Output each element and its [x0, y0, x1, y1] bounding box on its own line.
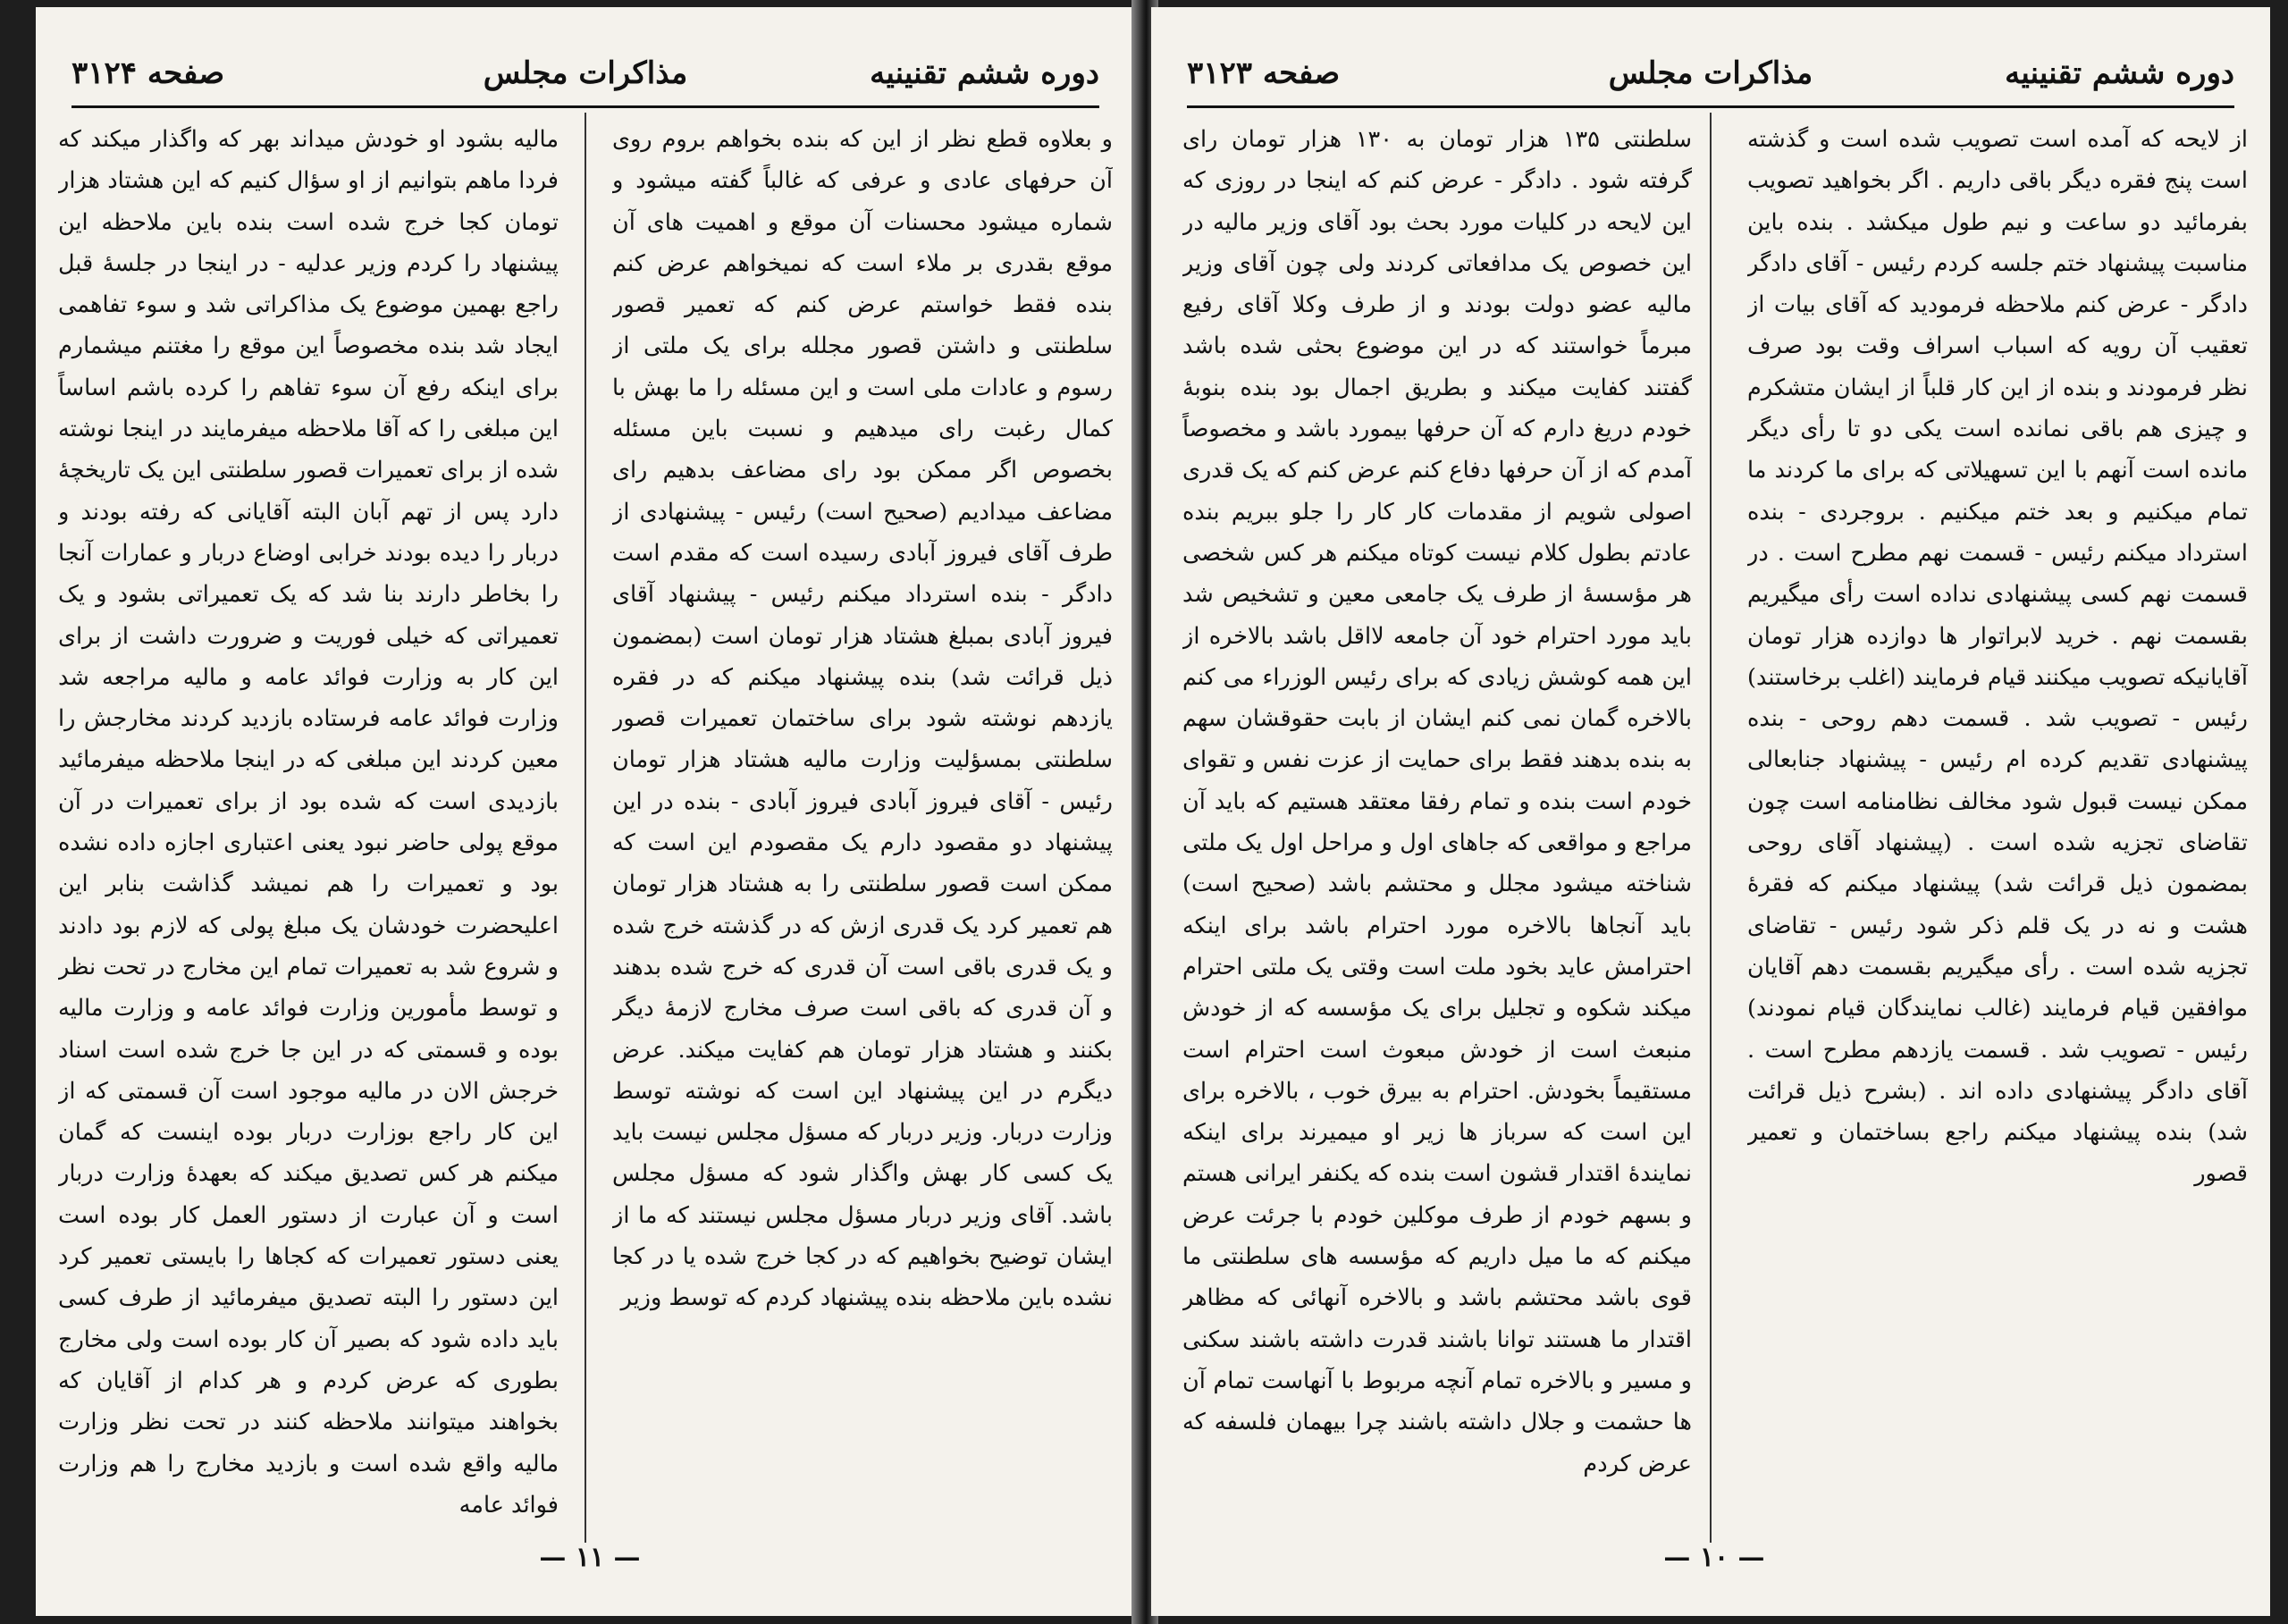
column-text: سلطنتی ۱۳۵ هزار تومان به ۱۳۰ هزار تومان رای گرفته شود . دادگر - عرض کنم که اینجا در روزی که این لایحه در کلیات مورد بحث بود آقای وزیر مالیه در این خصوص یک مدافعاتی کردند ولی چون آقای وزیر مالیه عضو دولت بودند و از طرف وکلا آقای رفیع مبرماً خواستند که در این موضوع بحثی شده باشد گفتند کفایت میکند و بطریق اجمال بود بنده بنوبهٔ خودم دریغ دارم که آن حرفها بیمورد باشد و مخصوصاً آمدم که از آن حرفها دفاع کنم عرض کنم که یک قدری اصولی شویم از مقدمات کار کار را جلو ببریم بنده عادتم بطول کلام نیست کوتاه میکنم هر کس شخصی هر مؤسسهٔ از طرف یک جامعی معین و تشخیص شد باید مورد احترام خود آن جامعه لااقل باشد بالاخره از این همه کوشش زیادی که برای رئیس الوزراء می کنم بالاخره گمان نمی کنم ایشان از بابت حقوقشان سهم به بنده بدهند فقط برای حمایت از عزت نفس و تقوای خودم است بنده و تمام رفقا معتقد هستیم که باید آن مراجع و مواقعی که جاهای اول و مراحل اول یک ملتی شناخته میشود مجلل و محتشم باشد (صحیح است) باید آنجاها بالاخره مورد احترام باشد برای اینکه احترامش عاید بخود ملت است وقتی یک ملتی احترام میکند شکوه و تجلیل برای یک مؤسسه که از خودش منبعث است از خودش مبعوث است احترام است مستقیماً بخودش. احترام به بیرق خوب ، بالاخره برای این است که سرباز ها زیر او میمیرند برای اینکه نمایندهٔ اقتدار قشون است بنده که یکنفر ایرانی هستم و بسهم خودم از طرف موکلین خودم با جرئت عرض میکنم که ما میل داریم که مؤسسه های سلطنتی ما قوی باشد محتشم باشد و بالاخره آنهائی که مظاهر اقتدار ما هستند توانا باشند قدرت داشته باشند سکنی و مسیر و بالاخره تمام آنچه مربوط با آنهاست تمام آن ها حشمت و جلال داشته باشند چرا بیهمان فلسفه که عرض کردم: [1182, 126, 1692, 1477]
page-header: [72, 52, 1099, 108]
folio-number: — ۱۱ —: [539, 1542, 641, 1573]
text-column-left: [58, 119, 559, 1522]
header-session: دوره ششم تقنینیه: [2005, 55, 2234, 91]
column-divider: [585, 113, 586, 1543]
header-page-number: صفحه ۳۱۲۳: [1187, 55, 1341, 91]
text-column-right: [612, 119, 1113, 1522]
right-page: [1151, 7, 2270, 1616]
left-page: [36, 7, 1135, 1616]
text-column-left: [1182, 119, 1692, 1522]
header-title: مذاکرات مجلس: [1608, 55, 1813, 91]
column-text: از لایحه که آمده است تصویب شده است و گذشته است پنج فقره دیگر باقی داریم . اگر بخواهید تصویب بفرمائید دو ساعت و نیم طول میکشد . بنده باین مناسبت پیشنهاد ختم جلسه کردم رئیس - آقای دادگر دادگر - عرض کنم ملاحظه فرمودید که آقای بیات از تعقیب آن رویه که اسباب اسراف وقت بود صرف نظر فرمودند و بنده از این کار قلباً از ایشان متشکرم و چیزی هم باقی نمانده است یکی دو تا رأی دیگر مانده است آنهم با این تسهیلاتی که برای ما کردند ما تمام میکنیم و بعد ختم میکنیم . بروجردی - بنده استرداد میکنم رئیس - قسمت نهم مطرح است . در قسمت نهم کسی پیشنهادی نداده است رأی میگیریم بقسمت نهم . خرید لابراتوار ها دوازده هزار تومان آقایانیکه تصویب میکنند قیام فرمایند (اغلب برخاستند) رئیس - تصویب شد . قسمت دهم روحی - بنده پیشنهادی تقدیم کرده ام رئیس - پیشنهاد جنابعالی ممکن نیست قبول شود مخالف نظامنامه است چون تقاضای تجزیه شده است . (پیشنهاد آقای روحی بمضمون ذیل قرائت شد) پیشنهاد میکنم که فقرهٔ هشت و نه در یک قلم ذکر شود رئیس - تقاضای تجزیه شده است . رأی میگیریم بقسمت دهم آقایان موافقین قیام فرمایند (غالب نمایندگان قیام نمودند) رئیس - تصویب شد . قسمت یازدهم مطرح است . آقای دادگر پیشنهادی داده اند . (بشرح ذیل قرائت شد) بنده پیشنهاد میکنم راجع بساختمان و تعمیر قصور: [1747, 126, 2248, 1188]
header-title: مذاکرات مجلس: [483, 55, 688, 91]
header-session: دوره ششم تقنینیه: [870, 55, 1099, 91]
column-text: و بعلاوه قطع نظر از این که بنده بخواهم بروم روی آن حرفهای عادی و عرفی که غالباً گفته میشود و شماره میشود محسنات آن موقع و اهمیت های آن موقع بقدری بر ملاء است که نمیخواهم عرض کنم بنده فقط خواستم عرض کنم که تعمیر قصور سلطنتی و داشتن قصور مجلله برای یک ملتی از رسوم و عادات ملی است و این مسئله را ما بهش با کمال رغبت رای میدهیم و نسبت باین مسئله بخصوص اگر ممکن بود رای مضاعف بدهیم رای مضاعف میدادیم (صحیح است) رئیس - پیشنهادی از طرف آقای فیروز آبادی رسیده است که مقدم است دادگر - بنده استرداد میکنم رئیس - پیشنهاد آقای فیروز آبادی بمبلغ هشتاد هزار تومان است (بمضمون ذیل قرائت شد) بنده پیشنهاد میکنم که در فقره یازدهم نوشته شود برای ساختمان تعمیرات قصور سلطنتی بمسؤلیت وزارت مالیه هشتاد هزار تومان رئیس - آقای فیروز آبادی فیروز آبادی - بنده در این پیشنهاد دو مقصود دارم یک مقصودم این است که ممکن است قصور سلطنتی را به هشتاد هزار تومان هم تعمیر کرد یک قدری ازش که در گذشته خرج شده و یک قدری باقی است آن قدری که خرج شده بدهند و آن قدری که باقی است صرف مخارج لازمهٔ دیگر بکنند و هشتاد هزار تومان هم کفایت میکند. عرض دیگرم در این پیشنهاد این است که نوشته توسط وزارت دربار. وزیر دربار که مسؤل مجلس نیست باید یک کسی کار بهش واگذار شود که مسؤل مجلس باشد. آقای وزیر دربار مسؤل مجلس نیستند که ما از ایشان توضیح بخواهیم که در کجا خرج شده یا در کجا نشده باین ملاحظه بنده پیشنهاد کردم که توسط وزیر: [612, 126, 1113, 1312]
page-header: [1187, 52, 2234, 108]
header-page-number: صفحه ۳۱۲۴: [72, 55, 225, 91]
folio-number: — ۱۰ —: [1663, 1542, 1765, 1573]
column-text: مالیه بشود او خودش میداند بهر که واگذار میکند که فردا ماهم بتوانیم از او سؤال کنیم که این هشتاد هزار تومان کجا خرج شده است بنده باین ملاحظه این پیشنهاد را کردم وزیر عدلیه - در اینجا در جلسهٔ قبل راجع بهمین موضوع یک مذاکراتی شد و سوء تفاهمی ایجاد شد بنده مخصوصاً این موقع را مغتنم میشمارم برای اینکه رفع آن سوء تفاهم را کرده باشم اساساً این مبلغی را که آقا ملاحظه میفرمایند در اینجا نوشته شده از برای تعمیرات قصور سلطنتی این یک تاریخچهٔ دارد پس از تهم آبان البته آقایانی که رفته بودند و دربار را دیده بودند خرابی اوضاع دربار و عمارات آنجا را بخاطر دارند بنا شد که یک تعمیراتی بشود و یک تعمیراتی که خیلی فوریت و ضرورت داشت از برای این کار به وزارت فوائد عامه و مالیه مراجعه شد وزارت فوائد عامه فرستاده بازدید کردند مخارجش را معین کردند این مبلغی که در اینجا ملاحظه میفرمائید بازدیدی است که شده بود از برای تعمیرات در آن موقع پولی حاضر نبود یعنی اعتباری اجازه داده نشده بود و تعمیرات را هم نمیشد گذاشت بنابر این اعلیحضرت خودشان یک مبلغ پولی که لازم بود دادند و شروع شد به تعمیرات تمام این مخارج در تحت نظر و توسط مأمورین وزارت فوائد عامه و وزارت مالیه بوده و قسمتی که در این جا خرج شده است اسناد خرجش الان در مالیه موجود است آن قسمتی که از این کار راجع بوزارت دربار بوده اینست که گمان میکنم هر کس تصدیق میکند که بعهدهٔ وزارت دربار است و آن عبارت از دستور العمل کار بوده است یعنی دستور تعمیرات که کجاها را بایستی تعمیر کرد این دستور را البته تصدیق میفرمائید از طرف کسی باید داده شود که بصیر آن کار بوده است ولی مخارج بطوری که عرض کردم و هر کدام از آقایان که بخواهند میتوانند ملاحظه کنند در تحت نظر وزارت مالیه واقع شده است و بازدید مخارج را هم وزارت فوائد عامه: [58, 126, 559, 1519]
text-column-right: [1747, 119, 2248, 1522]
column-divider: [1710, 113, 1712, 1543]
